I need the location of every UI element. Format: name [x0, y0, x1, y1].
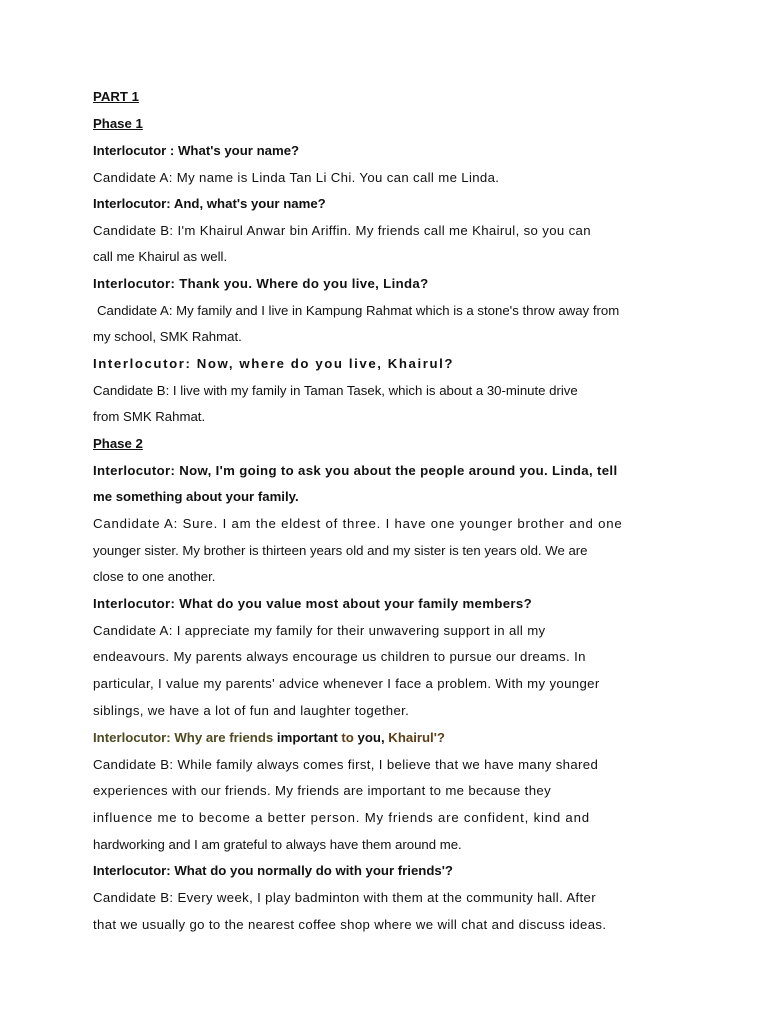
question-segment: you,	[353, 730, 389, 745]
phase-1-heading: Phase 1	[93, 116, 143, 131]
interlocutor-line: Interlocutor: Now, I'm going to ask you about the people around you. Linda, tell	[93, 463, 618, 478]
candidate-a-line-cont: endeavours. My parents always encourage us children to pursue our dreams. In	[93, 649, 586, 664]
candidate-a-line: Candidate A: I appreciate my family for their unwavering support in all my	[93, 623, 546, 638]
candidate-a-line-cont: siblings, we have a lot of fun and laughter together.	[93, 703, 410, 718]
candidate-a-line-cont: close to one another.	[93, 569, 216, 584]
interlocutor-line-cont: me something about your family.	[93, 489, 299, 504]
interlocutor-line	[93, 729, 445, 747]
question-segment: to	[341, 730, 354, 745]
interlocutor-line: Interlocutor: What do you normally do with your friends'?	[93, 863, 453, 878]
candidate-b-line-cont: influence me to become a better person. My friends are confident, kind and	[93, 810, 590, 825]
candidate-b-line-cont: experiences with our friends. My friends are important to me because they	[93, 783, 552, 798]
question-segment: Interlocutor: Why are friends	[93, 730, 274, 745]
candidate-a-line: Candidate A: Sure. I am the eldest of three. I have one younger brother and one	[93, 516, 623, 531]
interlocutor-line: Interlocutor: What do you value most about your family members?	[93, 596, 532, 611]
candidate-b-line: Candidate B: Every week, I play badminton with them at the community hall. After	[93, 890, 596, 905]
question-segment: Khairul'?	[388, 730, 445, 745]
question-segment: important	[273, 730, 342, 745]
candidate-a-line-cont: younger sister. My brother is thirteen years old and my sister is ten years old. We are	[93, 543, 588, 558]
interlocutor-line: Interlocutor : What's your name?	[93, 143, 300, 158]
candidate-a-line-cont: my school, SMK Rahmat.	[93, 329, 242, 344]
candidate-b-line: Candidate B: While family always comes first, I believe that we have many shared	[93, 757, 599, 772]
part-heading: PART 1	[93, 89, 139, 104]
candidate-a-line: Candidate A: My name is Linda Tan Li Chi. You can call me Linda.	[93, 170, 500, 185]
candidate-a-line-cont: particular, I value my parents' advice whenever I face a problem. With my younger	[93, 676, 600, 691]
interlocutor-line: Interlocutor: Thank you. Where do you live, Linda?	[93, 276, 429, 291]
candidate-b-line-cont: that we usually go to the nearest coffee shop where we will chat and discuss ideas.	[93, 917, 607, 932]
candidate-b-line-cont: from SMK Rahmat.	[93, 409, 206, 424]
candidate-b-line: Candidate B: I'm Khairul Anwar bin Ariffin. My friends call me Khairul, so you can	[93, 223, 591, 238]
interlocutor-line: Interlocutor: Now, where do you live, Khairul?	[93, 356, 455, 371]
candidate-b-line: Candidate B: I live with my family in Taman Tasek, which is about a 30-minute drive	[93, 383, 578, 398]
interlocutor-line: Interlocutor: And, what's your name?	[93, 196, 326, 211]
candidate-b-line-cont: call me Khairul as well.	[93, 249, 228, 264]
candidate-a-line: Candidate A: My family and I live in Kampung Rahmat which is a stone's throw away from	[97, 303, 620, 318]
phase-2-heading: Phase 2	[93, 436, 143, 451]
candidate-b-line-cont: hardworking and I am grateful to always have them around me.	[93, 837, 462, 852]
